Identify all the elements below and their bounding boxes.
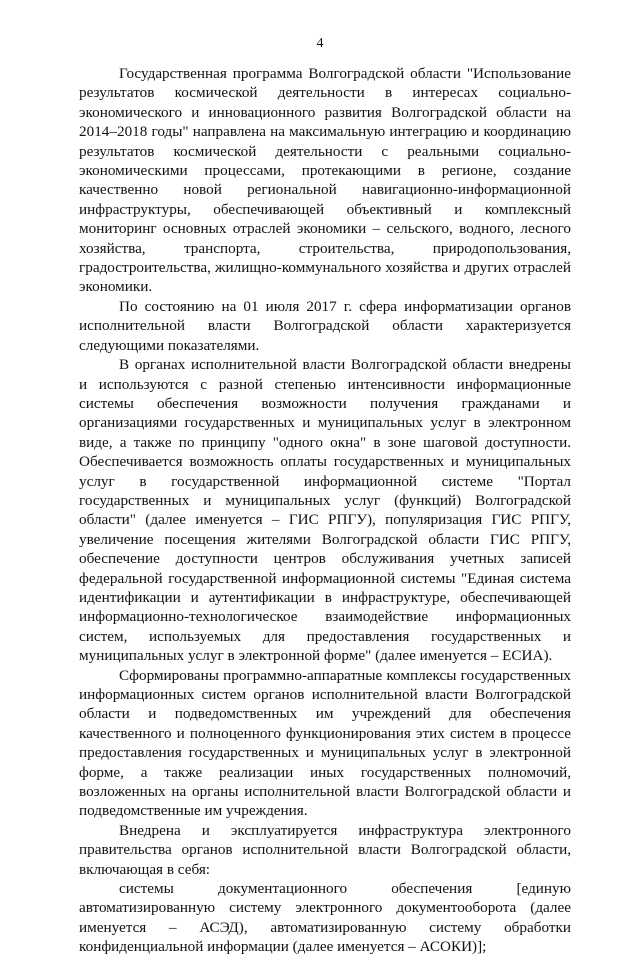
page-number: 4 [316, 36, 324, 51]
paragraph-public-services: В органах исполнительной власти Волгоградской области внедрены и используются с разной степенью интенсивности информационные системы обеспечения возможности получения гражданами и организациями государственных и муниципальных услуг в электронном виде, а также по принципу "одного окна" в зоне шаговой доступности. Обеспечивается возможность оплаты государственных и муниципальных услуг в государственной информационной системе "Портал государственных и муниципальных услуг (функций) Волгоградской области" (далее именуется – ГИС РПГУ), популяризация ГИС РПГУ, увеличение посещения жителями Волгоградской области ГИС РПГУ, обеспечение доступности центров обслуживания учетных записей федеральной государственной информационной системы "Единая система идентификации и аутентификации в инфраструктуре, обеспечивающей информационно-технологическое взаимодействие информационных систем, используемых для предоставления государственных и муниципальных услуг в электронной форме" (далее именуется – ЕСИА). [79, 356, 571, 665]
document-body [79, 64, 571, 957]
paragraph-program-description: Государственная программа Волгоградской области "Использование результатов космической деятельности в интересах социально-экономического и инновационного развития Волгоградской области на 2014–2018 годы" направлена на максимальную интеграцию и координацию результатов космической деятельности с реальными социально-экономическими процессами, протекающими в регионе, создание качественно новой региональной навигационно-информационной инфраструктуры, обеспечивающей объективный и комплексный мониторинг основных отраслей экономики – сельского, водного, лесного хозяйства, транспорта, строительства, природопользования, градостроительства, жилищно-коммунального хозяйства и других отраслей экономики. [79, 65, 571, 296]
paragraph-hardware-complexes: Сформированы программно-аппаратные комплексы государственных информационных систем органов исполнительной власти Волгоградской области и подведомственных им учреждений для обеспечения качественного и полноценного функционирования этих систем в процессе предоставления государственных и муниципальных услуг в электронной форме, а также реализации иных государственных полномочий, возложенных на органы исполнительной власти Волгоградской области и подведомственные им учреждения. [79, 666, 571, 820]
paragraph-status-date: По состоянию на 01 июля 2017 г. сфера информатизации органов исполнительной власти Волгоградской области характеризуется следующими показателями. [79, 297, 571, 354]
paragraph-e-government-infrastructure: Внедрена и эксплуатируется инфраструктура электронного правительства органов исполнительной власти Волгоградской области, включающая в себя: [79, 821, 571, 878]
paragraph-document-systems: системы документационного обеспечения [единую автоматизированную систему электронного документооборота (далее именуется – АСЭД), автоматизированную систему обработки конфиденциальной информации (далее именуется – АСОКИ)]; [79, 880, 571, 956]
